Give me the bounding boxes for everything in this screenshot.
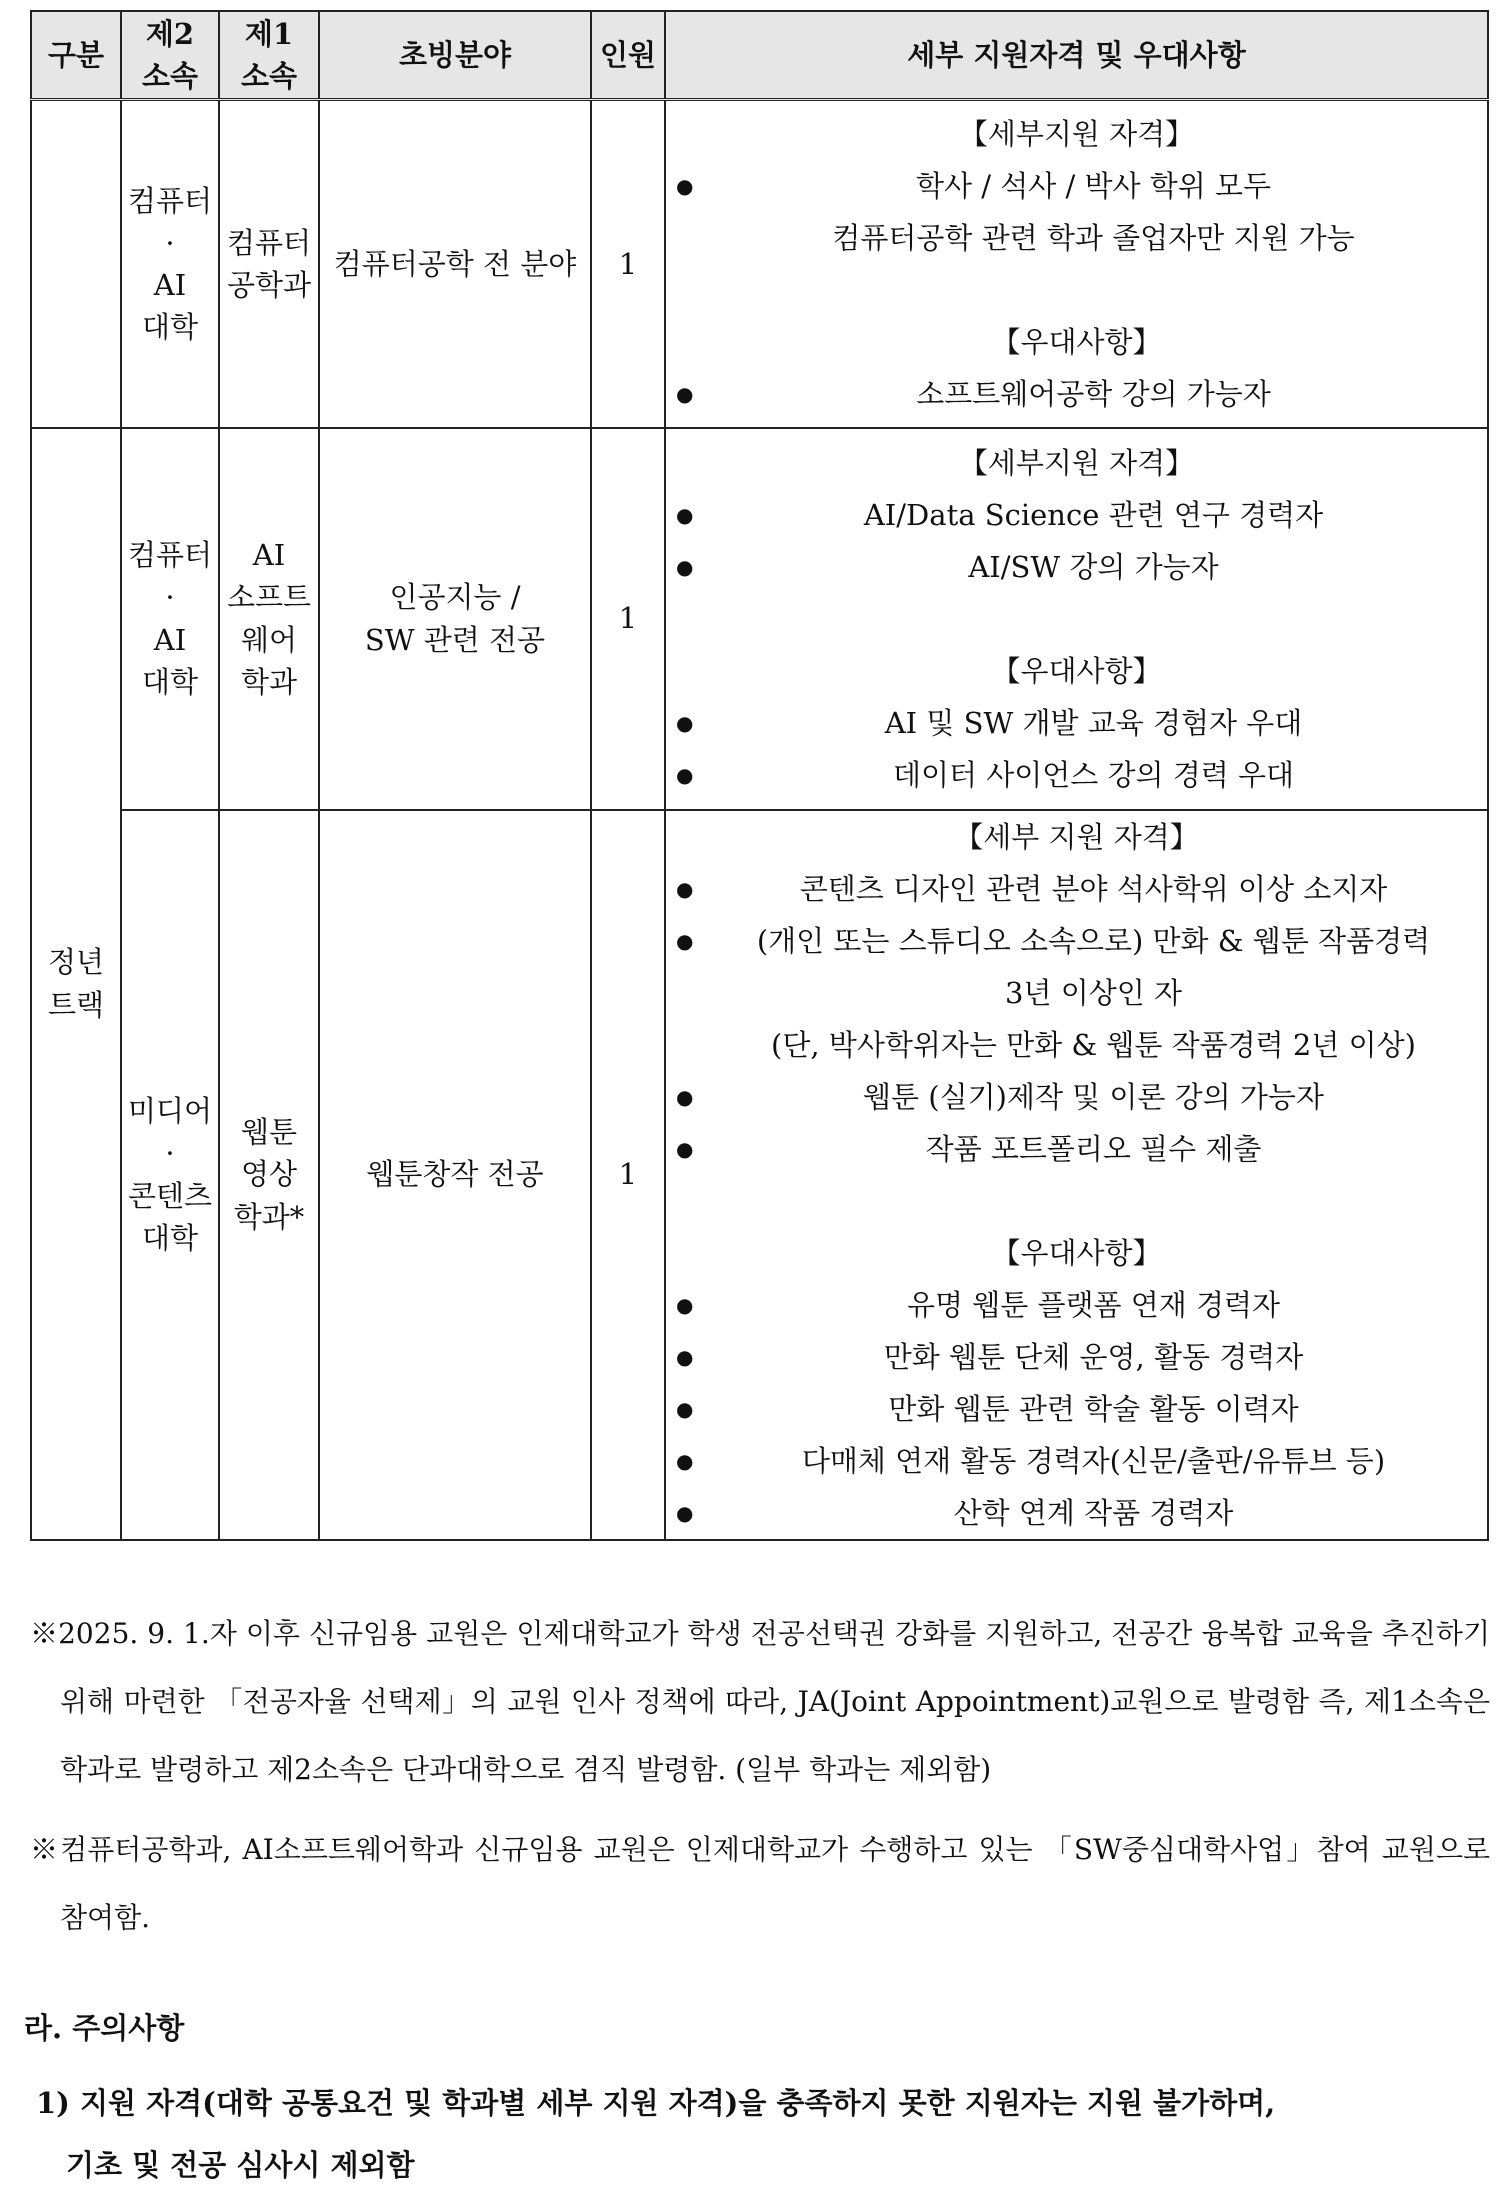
header-first-affiliation: 제1 소속 (219, 11, 319, 100)
category-cell: 정년 트랙 (31, 428, 121, 1540)
table-row (31, 428, 1488, 810)
list-item: ● 학사 / 석사 / 박사 학위 모두 (670, 160, 1483, 212)
details-cell (665, 810, 1488, 1540)
college-cell: 컴퓨터 · AI 대학 (121, 100, 219, 428)
department-cell: 컴퓨터 공학과 (219, 100, 319, 428)
notes-section (30, 1600, 1490, 1964)
header-details: 세부 지원자격 및 우대사항 (665, 11, 1488, 100)
list-item: ● 다매체 연재 활동 경력자(신문/출판/유튜브 등) (670, 1435, 1483, 1487)
field-cell: 웹툰창작 전공 (319, 810, 591, 1540)
qualification-title: 【세부지원 자격】 (958, 116, 1195, 151)
list-item-continuation: (단, 박사학위자는 만화 & 웹툰 작품경력 2년 이상) (771, 1027, 1416, 1062)
note-sw-project: ※컴퓨터공학과, AI소프트웨어학과 신규임용 교원은 인제대학교가 수행하고 있는 「SW중심대학사업」참여 교원으로 참여함. (30, 1833, 1490, 1934)
table-row (31, 810, 1488, 1540)
list-item: ● 만화 웹툰 관련 학술 활동 이력자 (670, 1383, 1483, 1435)
field-cell: 인공지능 / SW 관련 전공 (319, 428, 591, 810)
recruitment-table (30, 10, 1489, 1541)
list-item: ● 유명 웹툰 플랫폼 연재 경력자 (670, 1279, 1483, 1331)
preference-title: 【우대사항】 (991, 653, 1162, 688)
table-row (31, 100, 1488, 428)
caution-item-line: 기초 및 전공 심사시 제외함 (66, 2148, 415, 2182)
details-cell (665, 428, 1488, 810)
department-cell: 웹툰 영상 학과* (219, 810, 319, 1540)
table-header-row (31, 11, 1488, 100)
count-cell: 1 (591, 100, 665, 428)
count-cell: 1 (591, 810, 665, 1540)
count-cell: 1 (591, 428, 665, 810)
caution-heading: 라. 주의사항 (24, 2011, 185, 2045)
note-ja-appointment: ※2025. 9. 1.자 이후 신규임용 교원은 인제대학교가 학생 전공선택권 강화를 지원하고, 전공간 융복합 교육을 추진하기 위해 마련한 「전공자율 선택제」의 교원 인사 정책에 따라, JA(Joint Appointment)교원으로 발령함 즉, 제1소속은 학과로 발령하고 제2소속은 단과대학으로 겸직 발령함. (일부 학과는 제외함) (30, 1617, 1490, 1786)
department-cell: AI 소프트 웨어 학과 (219, 428, 319, 810)
details-cell (665, 100, 1488, 428)
caution-item (36, 2072, 1476, 2196)
caution-item-line: 1) 지원 자격(대학 공통요건 및 학과별 세부 지원 자격)을 충족하지 못한 지원자는 지원 불가하며, (36, 2086, 1276, 2120)
list-item: ● AI/SW 강의 가능자 (670, 541, 1483, 593)
preference-title: 【우대사항】 (991, 324, 1162, 359)
list-item: ● 데이터 사이언스 강의 경력 우대 (670, 749, 1483, 801)
list-item-continuation: 컴퓨터공학 관련 학과 졸업자만 지원 가능 (832, 220, 1355, 255)
list-item: ● 웹툰 (실기)제작 및 이론 강의 가능자 (670, 1071, 1483, 1123)
list-item: ● AI 및 SW 개발 교육 경험자 우대 (670, 697, 1483, 749)
header-count: 인원 (591, 11, 665, 100)
list-item: ● (개인 또는 스튜디오 소속으로) 만화 & 웹툰 작품경력 (670, 915, 1483, 967)
list-item: ● 산학 연계 작품 경력자 (670, 1487, 1483, 1539)
list-item: ● 소프트웨어공학 강의 가능자 (670, 368, 1483, 420)
college-cell: 미디어 · 콘텐츠 대학 (121, 810, 219, 1540)
field-cell: 컴퓨터공학 전 분야 (319, 100, 591, 428)
list-item-continuation: 3년 이상인 자 (1005, 975, 1182, 1010)
list-item: ● 만화 웹툰 단체 운영, 활동 경력자 (670, 1331, 1483, 1383)
category-cell (31, 100, 121, 428)
list-item: ● 작품 포트폴리오 필수 제출 (670, 1123, 1483, 1175)
qualification-title: 【세부지원 자격】 (958, 445, 1195, 480)
list-item: ● 콘텐츠 디자인 관련 분야 석사학위 이상 소지자 (670, 863, 1483, 915)
header-second-affiliation: 제2 소속 (121, 11, 219, 100)
list-item: ● AI/Data Science 관련 연구 경력자 (670, 489, 1483, 541)
qualification-title: 【세부 지원 자격】 (954, 819, 1199, 854)
preference-title: 【우대사항】 (991, 1235, 1162, 1270)
header-field: 초빙분야 (319, 11, 591, 100)
college-cell: 컴퓨터 · AI 대학 (121, 428, 219, 810)
header-category: 구분 (31, 11, 121, 100)
